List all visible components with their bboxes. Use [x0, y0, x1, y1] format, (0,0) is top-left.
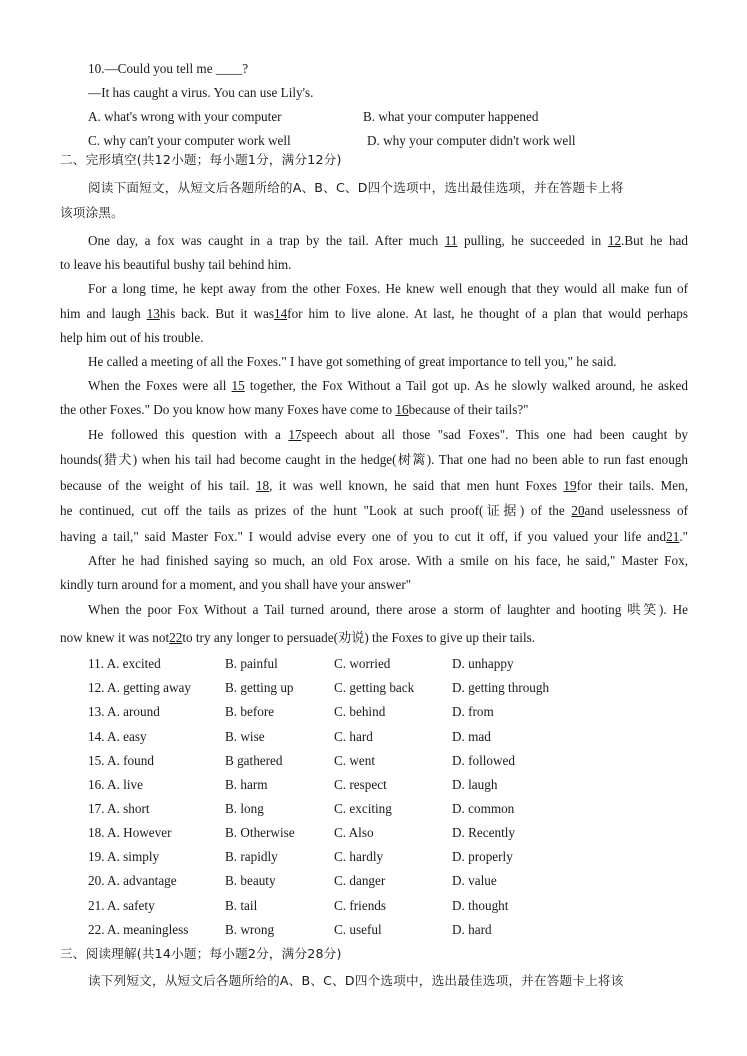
- choice-q21-option-a: 21. A. safety: [88, 897, 155, 913]
- choice-q12-option-a: 12. A. getting away: [88, 680, 191, 696]
- blank-20: 20: [571, 503, 585, 518]
- choice-q15-option-b: B gathered: [225, 752, 283, 768]
- blank-14: 14: [273, 306, 288, 321]
- choice-q13-option-b: B. before: [225, 704, 275, 720]
- section2-title: 二、完形填空(共12小题；每小题1分，满分12分): [60, 152, 342, 167]
- choice-q21-option-c: C. friends: [334, 897, 387, 913]
- passage-p1-line1: One day, a fox was caught in a trap by the tail. After much 11 pulling, he succeeded in 12.But he had: [88, 233, 688, 248]
- choice-q15-option-d: D. followed: [452, 752, 515, 768]
- choice-q14-option-d: D. mad: [452, 728, 491, 744]
- section3-instruction-line1: 读下列短文，从短文后各题所给的A、B、C、D四个选项中，选出最佳选项，并在答题卡上将该: [88, 973, 624, 988]
- blank-15: 15: [231, 378, 245, 393]
- choice-q12-option-d: D. getting through: [452, 680, 550, 696]
- choice-q16-option-a: 16. A. live: [88, 776, 143, 792]
- passage-p2-line3: help him out of his trouble.: [60, 330, 204, 345]
- choice-q19-option-a: 19. A. simply: [88, 849, 160, 865]
- choice-q18-option-d: D. Recently: [452, 825, 515, 840]
- choice-q11-option-c: C. worried: [334, 656, 391, 671]
- choice-q18-option-b: B. Otherwise: [225, 825, 295, 840]
- q10-stem: 10.—Could you tell me ____?: [88, 61, 249, 76]
- section2-instruction-line2: 该项涂黑。: [60, 205, 124, 220]
- choice-q16-option-d: D. laugh: [452, 776, 498, 792]
- choice-q11-option-a: 11. A. excited: [88, 656, 161, 671]
- passage-p5-line2: hounds(猎犬) when his tail had become caught in the hedge(树篱). That one had no been able to run fast enough: [60, 452, 688, 467]
- choice-q13-option-c: C. behind: [334, 704, 386, 720]
- choice-q15-option-c: C. went: [334, 752, 376, 768]
- choice-q21-option-d: D. thought: [452, 897, 509, 913]
- q10-reply: —It has caught a virus. You can use Lily's.: [88, 85, 314, 100]
- choice-q14-option-b: B. wise: [225, 728, 265, 744]
- choice-q21-option-b: B. tail: [225, 897, 258, 913]
- choice-q17-option-a: 17. A. short: [88, 800, 150, 816]
- choice-q17-option-c: C. exciting: [334, 800, 392, 816]
- choice-q16-option-b: B. harm: [225, 776, 268, 792]
- choice-q18-option-a: 18. A. However: [88, 825, 172, 840]
- q10-option-c: C. why can't your computer work well: [88, 133, 291, 148]
- passage-p2-line2: him and laugh 13his back. But it was14for him to live alone. At last, he thought of a plan that would perhaps: [60, 306, 688, 321]
- choice-q22-option-b: B. wrong: [225, 921, 275, 937]
- blank-21: 21: [666, 529, 680, 544]
- passage-p5-line1: He followed this question with a 17speech about all those "sad Foxes". This one had been caught by: [88, 427, 689, 442]
- choice-q22-option-d: D. hard: [452, 921, 492, 937]
- choice-q11-option-d: D. unhappy: [452, 656, 514, 671]
- blank-11: 11: [444, 233, 458, 248]
- q10-option-d: D. why your computer didn't work well: [367, 133, 576, 148]
- blank-17: 17: [288, 427, 302, 442]
- choice-q20-option-a: 20. A. advantage: [88, 873, 177, 889]
- q10-option-b: B. what your computer happened: [363, 109, 539, 124]
- blank-19: 19: [563, 478, 577, 493]
- choice-q17-option-d: D. common: [452, 800, 515, 816]
- q10-option-a: A. what's wrong with your computer: [88, 109, 282, 124]
- choice-q16-option-c: C. respect: [334, 776, 387, 792]
- choice-q13-option-a: 13. A. around: [88, 704, 160, 720]
- choice-q19-option-c: C. hardly: [334, 849, 384, 865]
- choice-q17-option-b: B. long: [225, 800, 264, 816]
- blank-13: 13: [146, 306, 160, 321]
- passage-p2-line1: For a long time, he kept away from the other Foxes. He knew well enough that they would all make fun of: [88, 281, 688, 296]
- passage-p7-line1: When the poor Fox Without a Tail turned around, there arose a storm of laughter and hooting 哄笑). He: [88, 602, 688, 617]
- passage-p7-line2: now knew it was not22to try any longer to persuade(劝说) the Foxes to give up their tails.: [60, 630, 536, 645]
- choice-q19-option-b: B. rapidly: [225, 849, 278, 865]
- passage-p5-line5: having a tail," said Master Fox." I would advise every one of you to cut it off, if you valued your life and21.": [60, 529, 688, 544]
- choice-q12-option-b: B. getting up: [225, 680, 294, 696]
- choice-q15-option-a: 15. A. found: [88, 752, 154, 768]
- choice-q22-option-c: C. useful: [334, 921, 382, 937]
- choice-q11-option-b: B. painful: [225, 656, 278, 671]
- choice-q22-option-a: 22. A. meaningless: [88, 921, 189, 937]
- choice-q14-option-c: C. hard: [334, 728, 373, 744]
- choice-q14-option-a: 14. A. easy: [88, 728, 147, 744]
- choice-q19-option-d: D. properly: [452, 849, 513, 865]
- blank-18: 18: [255, 478, 270, 493]
- choice-q20-option-d: D. value: [452, 873, 497, 889]
- passage-p4-line1: When the Foxes were all 15 together, the Fox Without a Tail got up. As he slowly walked around, he asked: [88, 378, 688, 393]
- passage-p5-line3: because of the weight of his tail. 18, it was well known, he said that men hunt Foxes 19for their tails. Men,: [60, 478, 688, 493]
- passage-p6-line1: After he had finished saying so much, an old Fox arose. With a smile on his face, he said," Master Fox,: [88, 553, 688, 568]
- choice-q18-option-c: C. Also: [334, 825, 374, 840]
- passage-p4-line2: the other Foxes." Do you know how many Foxes have come to 16because of their tails?": [60, 402, 529, 417]
- blank-22: 22: [169, 630, 183, 645]
- section2-instruction-line1: 阅读下面短文，从短文后各题所给的A、B、C、D四个选项中，选出最佳选项，并在答题卡上将: [88, 180, 624, 195]
- passage-p3-line1: He called a meeting of all the Foxes." I have got something of great importance to tell you," he said.: [88, 354, 617, 369]
- choice-q20-option-b: B. beauty: [225, 873, 276, 889]
- section3-title: 三、阅读理解(共14小题；每小题2分，满分28分): [60, 946, 342, 961]
- passage-p5-line4: he continued, cut off the tails as prizes of the hunt "Look at such proof(证据) of the 20and uselessness of: [60, 503, 688, 518]
- blank-16: 16: [395, 402, 409, 417]
- passage-p6-line2: kindly turn around for a moment, and you shall have your answer": [60, 577, 412, 592]
- choice-q12-option-c: C. getting back: [334, 680, 415, 696]
- choice-q20-option-c: C. danger: [334, 873, 386, 889]
- passage-p1-line2: to leave his beautiful bushy tail behind him.: [60, 257, 292, 272]
- choice-q13-option-d: D. from: [452, 704, 494, 720]
- blank-12: 12: [607, 233, 622, 248]
